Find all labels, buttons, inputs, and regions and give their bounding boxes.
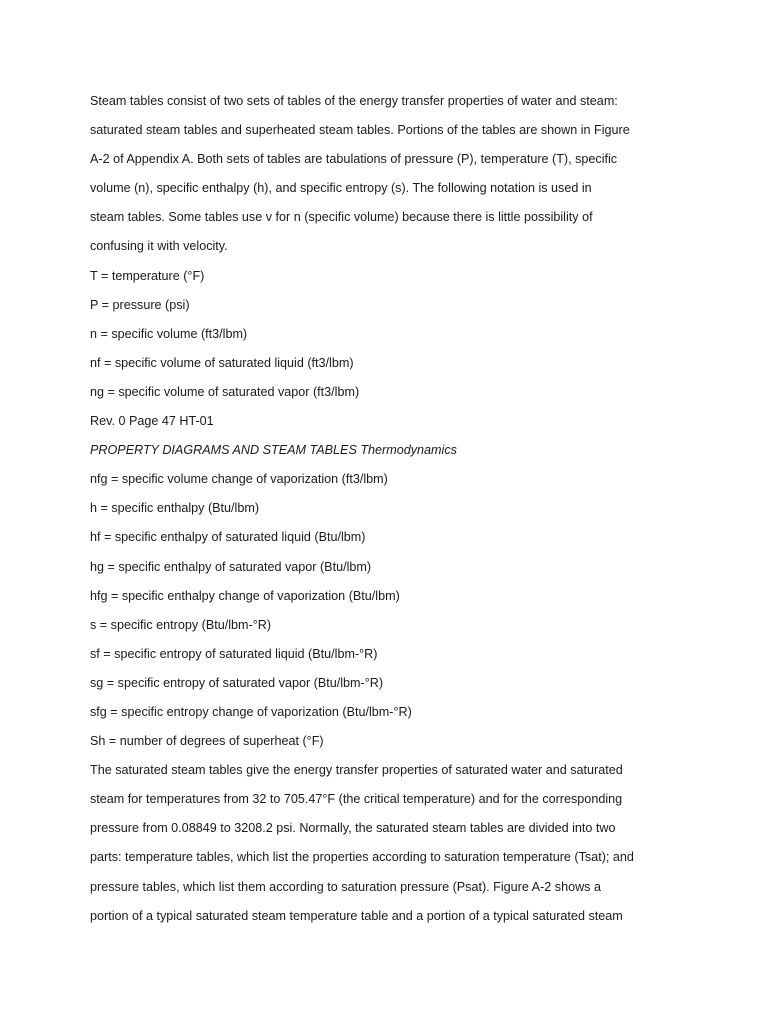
paragraph-line: portion of a typical saturated steam temperature table and a portion of a typical saturated steam bbox=[90, 908, 623, 923]
notation-item: hg = specific enthalpy of saturated vapor (Btu/lbm) bbox=[90, 559, 372, 574]
notation-item: T = temperature (°F) bbox=[90, 268, 205, 283]
notation-item: sfg = specific entropy change of vaporization (Btu/lbm-°R) bbox=[90, 704, 412, 719]
paragraph-line: Steam tables consist of two sets of tables of the energy transfer properties of water and steam: bbox=[90, 94, 618, 108]
paragraph-line: parts: temperature tables, which list the properties according to saturation temperature (Tsat); and bbox=[90, 850, 634, 865]
paragraph-line: volume (n), specific enthalpy (h), and specific entropy (s). The following notation is used in bbox=[90, 181, 592, 196]
notation-item: sf = specific entropy of saturated liquid (Btu/lbm-°R) bbox=[90, 646, 378, 661]
notation-item: s = specific entropy (Btu/lbm-°R) bbox=[90, 617, 272, 632]
paragraph-line: The saturated steam tables give the energy transfer properties of saturated water and saturated bbox=[90, 763, 623, 778]
intro-paragraph bbox=[90, 87, 690, 262]
notation-item: nfg = specific volume change of vaporization (ft3/lbm) bbox=[90, 472, 388, 487]
notation-item: hf = specific enthalpy of saturated liquid (Btu/lbm) bbox=[90, 530, 366, 545]
notation-item: ng = specific volume of saturated vapor (ft3/lbm) bbox=[90, 384, 360, 399]
notation-item: nf = specific volume of saturated liquid (ft3/lbm) bbox=[90, 355, 354, 370]
paragraph-line: confusing it with velocity. bbox=[90, 239, 228, 254]
notation-item: Sh = number of degrees of superheat (°F) bbox=[90, 734, 324, 749]
paragraph-line: steam for temperatures from 32 to 705.47°F (the critical temperature) and for the corresponding bbox=[90, 792, 623, 807]
paragraph-line: pressure tables, which list them according to saturation pressure (Psat). Figure A-2 shows a bbox=[90, 879, 601, 894]
paragraph-line: steam tables. Some tables use v for n (specific volume) because there is little possibility of bbox=[90, 210, 593, 225]
notation-list-volume bbox=[90, 262, 690, 407]
notation-list-enthalpy-entropy bbox=[90, 465, 690, 756]
section-header: PROPERTY DIAGRAMS AND STEAM TABLES Thermodynamics bbox=[90, 443, 457, 458]
notation-item: n = specific volume (ft3/lbm) bbox=[90, 326, 248, 341]
notation-item: P = pressure (psi) bbox=[90, 297, 190, 312]
notation-item: h = specific enthalpy (Btu/lbm) bbox=[90, 501, 260, 516]
saturated-tables-paragraph bbox=[90, 756, 690, 931]
paragraph-line: pressure from 0.08849 to 3208.2 psi. Normally, the saturated steam tables are divided into two bbox=[90, 821, 616, 836]
notation-item: hfg = specific enthalpy change of vaporization (Btu/lbm) bbox=[90, 588, 400, 603]
paragraph-line: A-2 of Appendix A. Both sets of tables are tabulations of pressure (P), temperature (T), specific bbox=[90, 152, 618, 167]
document-body bbox=[90, 87, 690, 931]
paragraph-line: saturated steam tables and superheated steam tables. Portions of the tables are shown in Figure bbox=[90, 123, 630, 138]
notation-item: sg = specific entropy of saturated vapor (Btu/lbm-°R) bbox=[90, 675, 384, 690]
page-footer: Rev. 0 Page 47 HT-01 bbox=[90, 414, 214, 429]
